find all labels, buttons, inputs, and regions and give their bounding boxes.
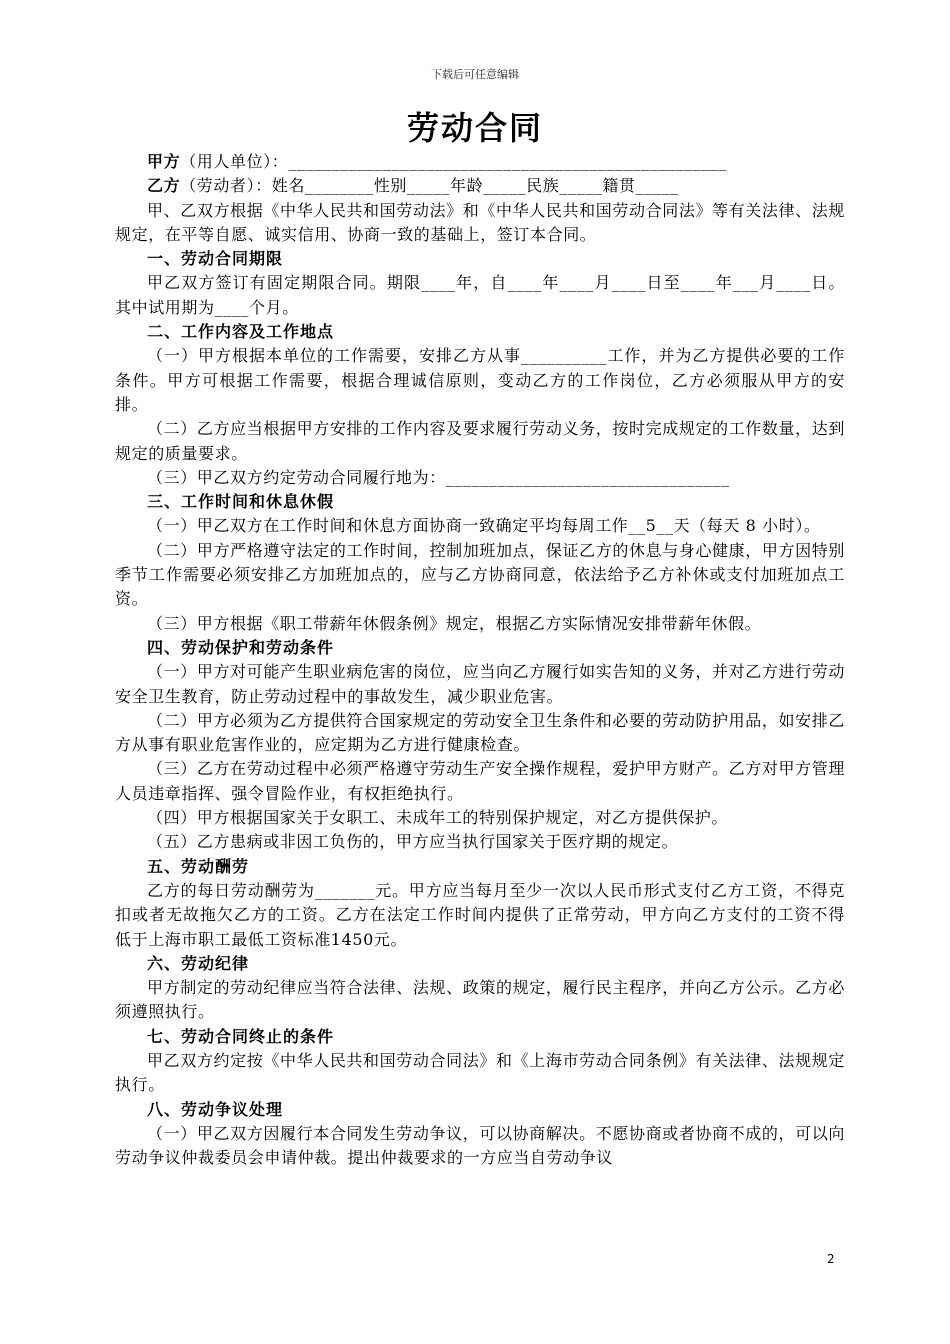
party-a-label: 甲方: [147, 152, 181, 171]
intro-paragraph: 甲、乙双方根据《中华人民共和国劳动法》和《中华人民共和国劳动合同法》等有关法律、法规规定，在平等自愿、诚实信用、协商一致的基础上，签订本合同。: [115, 200, 845, 244]
party-b-line: [115, 174, 845, 198]
section-6-title: 六、劳动纪律: [147, 953, 250, 973]
section-3-paragraph-2: （二）甲方严格遵守法定的工作时间，控制加班加点，保证乙方的休息与身心健康，甲方因特别季节工作需要必须安排乙方加班加点的，应与乙方协商同意，依法给予乙方补休或支付加班加点工资。: [115, 540, 845, 609]
section-7-paragraph: 甲乙双方约定按《中华人民共和国劳动合同法》和《上海市劳动合同条例》有关法律、法规规定执行。: [115, 1050, 845, 1095]
section-1-title: 一、劳动合同期限: [147, 249, 284, 269]
section-8-paragraph-1: （一）甲乙双方因履行本合同发生劳动争议，可以协商解决。不愿协商或者协商不成的，可以向劳动争议仲裁委员会申请仲裁。提出仲裁要求的一方应当自劳动争议: [115, 1123, 845, 1168]
document-title: 劳动合同: [406, 109, 543, 147]
section-2-paragraph-3: （三）甲乙双方约定劳动合同履行地为：_________________________________: [147, 467, 730, 487]
section-1-paragraph: 甲乙双方签订有固定期限合同。期限____年，自____年____月____日至____年___月____日。 其中试用期为____个月。: [115, 273, 845, 317]
page-number: 2: [827, 1252, 835, 1266]
section-2-title: 二、工作内容及工作地点: [147, 322, 335, 342]
party-b-field: （劳动者）：姓名________性别_____年龄_____民族_____籍贯_____: [180, 176, 679, 196]
section-5-paragraph: 乙方的每日劳动酬劳为_______元。甲方应当每月至少一次以人民币形式支付乙方工资，不得克扣或者无故拖欠乙方的工资。乙方在法定工作时间内提供了正常劳动，甲方向乙方支付的工资不得低于上海市职工最低工资标准1450元。: [115, 880, 845, 949]
party-a-field: （用人单位）：___________________________________________________: [180, 152, 728, 171]
section-2-paragraph-2: （二）乙方应当根据甲方安排的工作内容及要求履行劳动义务，按时完成规定的工作数量，达到规定的质量要求。: [115, 419, 845, 463]
section-3-paragraph-1: （一）甲乙双方在工作时间和休息方面协商一致确定平均每周工作__5__天（每天 8 小时）。: [147, 516, 821, 536]
section-4-paragraph-2: （二）甲方必须为乙方提供符合国家规定的劳动安全卫生条件和必要的劳动防护用品，如安排乙方从事有职业危害作业的，应定期为乙方进行健康检查。: [115, 710, 845, 755]
section-5-title: 五、劳动酬劳: [147, 856, 250, 876]
party-b-label: 乙方: [147, 176, 181, 196]
section-4-paragraph-5: （五）乙方患病或非因工负伤的，甲方应当执行国家关于医疗期的规定。: [147, 832, 679, 852]
section-8-title: 八、劳动争议处理: [147, 1099, 284, 1119]
party-a-line: [115, 150, 845, 174]
section-6-paragraph: 甲方制定的劳动纪律应当符合法律、法规、政策的规定，履行民主程序，并向乙方公示。乙方必须遵照执行。: [115, 978, 845, 1022]
section-3-paragraph-3: （三）甲方根据《职工带薪年休假条例》规定，根据乙方实际情况安排带薪年休假。: [147, 613, 762, 633]
section-2-paragraph-1: （一）甲方根据本单位的工作需要，安排乙方从事__________工作，并为乙方提供必要的工作条件。甲方可根据工作需要，根据合理诚信原则，变动乙方的工作岗位，乙方必须服从甲方的安排。: [115, 346, 845, 414]
section-4-title: 四、劳动保护和劳动条件: [147, 637, 335, 657]
page-header: 下载后可任意编辑: [431, 68, 519, 81]
section-4-paragraph-4: （四）甲方根据国家关于女职工、未成年工的特别保护规定，对乙方提供保护。: [147, 808, 729, 828]
section-3-title: 三、工作时间和休息休假: [147, 492, 335, 512]
section-4-paragraph-1: （一）甲方对可能产生职业病危害的岗位，应当向乙方履行如实告知的义务，并对乙方进行劳动安全卫生教育，防止劳动过程中的事故发生，减少职业危害。: [115, 662, 845, 706]
section-7-title: 七、劳动合同终止的条件: [147, 1026, 335, 1046]
section-4-paragraph-3: （三）乙方在劳动过程中必须严格遵守劳动生产安全操作规程，爱护甲方财产。乙方对甲方管理人员违章指挥、强令冒险作业，有权拒绝执行。: [115, 759, 845, 803]
contract-body: [115, 150, 845, 1170]
